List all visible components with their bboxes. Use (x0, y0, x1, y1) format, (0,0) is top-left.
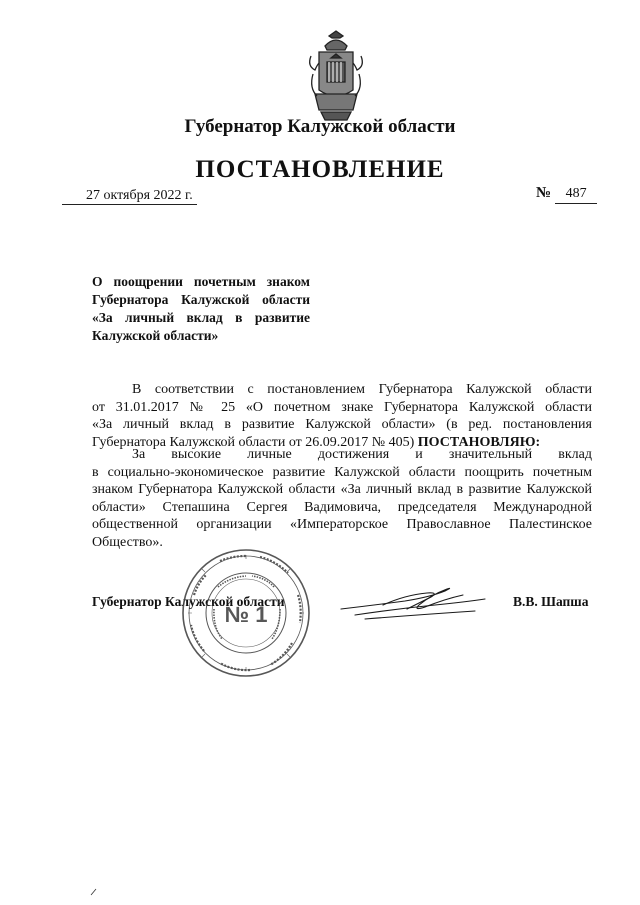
body-line: в социально-экономическое развитие Калужской области поощрить почетным (92, 464, 592, 480)
subject-line: Губернатора Калужской области (92, 292, 310, 307)
subject-line: Калужской области» (92, 328, 219, 343)
number-value: 487 (555, 185, 597, 204)
official-seal-icon (180, 547, 312, 679)
body-line: За высокие личные достижения и значительный вклад (132, 447, 592, 462)
resolve-keyword: ПОСТАНОВЛЯЮ: (417, 434, 541, 450)
decision-paragraph (92, 446, 592, 551)
body-line: Общество». (92, 534, 163, 550)
subject-line: «За личный вклад в развитие (92, 310, 310, 325)
handwritten-signature (335, 575, 505, 625)
signatory-name: В.В. Шапша (513, 594, 589, 609)
preamble-paragraph (92, 381, 592, 451)
seal-number: № 1 (224, 602, 268, 627)
corner-mark-icon (90, 888, 98, 896)
document-type: ПОСТАНОВЛЕНИЕ (195, 156, 445, 183)
body-line: «За личный вклад в развитие Калужской области» (в ред. постановления (92, 417, 592, 432)
number-sign: № (536, 185, 552, 201)
issuer-title: Губернатор Калужской области (184, 116, 456, 137)
document-date: 27 октября 2022 г. (62, 187, 197, 205)
document-number (536, 184, 597, 204)
coat-of-arms-icon (305, 30, 367, 122)
body-line: знаком Губернатора Калужской области «За личный вклад в развитие Калужской (92, 482, 592, 497)
body-line: В соответствии с постановлением Губернатора Калужской области (132, 382, 592, 397)
document-subject (92, 273, 310, 345)
signatory-position: Губернатор Калужской области (92, 594, 285, 609)
body-line: общественной организации «Императорское Православное Палестинское (92, 517, 592, 532)
subject-line: О поощрении почетным знаком (92, 274, 310, 289)
body-line: области» Степашина Сергея Вадимовича, председателя Международной (92, 499, 592, 515)
body-line: от 31.01.2017 № 25 «О почетном знаке Губернатора Калужской области (92, 399, 592, 415)
body-line-text: Губернатора Калужской области от 26.09.2017 № 405) (92, 434, 415, 450)
